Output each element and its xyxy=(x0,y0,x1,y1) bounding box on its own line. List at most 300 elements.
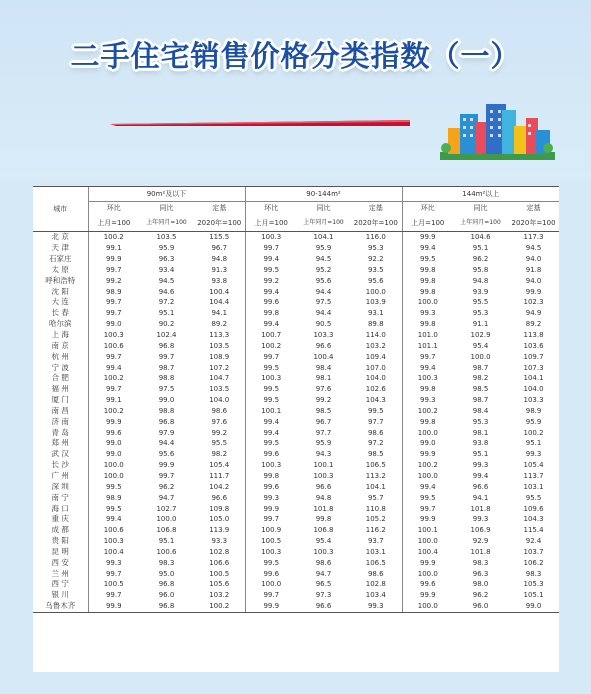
value-cell: 99.4 xyxy=(88,514,139,525)
value-cell: 109.8 xyxy=(209,504,230,513)
value-cell: 99.1 xyxy=(88,395,139,406)
value-cell: 94.6 xyxy=(158,287,175,296)
value-cell: 99.8 xyxy=(402,275,453,286)
value-cell: 113.7 xyxy=(523,471,544,480)
value-cell: 94.7 xyxy=(158,493,175,502)
value-cell: 97.7 xyxy=(315,428,332,437)
value-cell: 100.6 xyxy=(88,340,139,351)
city-cell: 哈尔滨 xyxy=(49,319,72,329)
sub-header-mom: 环比 xyxy=(245,202,297,215)
value-cell: 99.8 xyxy=(402,265,453,276)
city-cell: 兰 州 xyxy=(51,568,69,578)
value-cell: 95.1 xyxy=(472,244,489,253)
value-cell: 98.8 xyxy=(158,406,175,415)
value-cell: 99.7 xyxy=(245,590,297,601)
value-cell: 99.5 xyxy=(245,557,297,568)
value-cell: 99.4 xyxy=(472,471,489,480)
table-row xyxy=(33,330,559,341)
value-cell: 101.8 xyxy=(313,504,334,513)
value-cell: 93.5 xyxy=(367,265,384,274)
value-cell: 100.2 xyxy=(88,373,139,384)
value-cell: 97.6 xyxy=(315,385,332,394)
sub-header-yoy: 同比 xyxy=(316,204,331,212)
value-cell: 100.0 xyxy=(156,515,177,524)
value-cell: 99.7 xyxy=(245,351,297,362)
value-cell: 99.0 xyxy=(88,438,139,449)
value-cell: 99.7 xyxy=(88,351,139,362)
value-cell: 95.1 xyxy=(158,309,175,318)
value-cell: 100.0 xyxy=(402,568,453,579)
value-cell: 100.0 xyxy=(88,460,139,471)
value-cell: 113.9 xyxy=(209,526,230,535)
value-cell: 100.0 xyxy=(402,536,453,547)
value-cell: 99.3 xyxy=(350,601,402,612)
value-cell: 99.8 xyxy=(402,416,453,427)
value-cell: 114.0 xyxy=(365,331,386,340)
value-cell: 106.5 xyxy=(365,558,386,567)
value-cell: 110.8 xyxy=(365,504,386,513)
city-cell: 长 沙 xyxy=(51,460,69,470)
value-cell: 102.4 xyxy=(156,331,177,340)
value-cell: 113.8 xyxy=(523,331,544,340)
value-cell: 99.4 xyxy=(402,243,453,254)
city-cell: 南 京 xyxy=(51,340,69,350)
value-cell: 96.5 xyxy=(315,580,332,589)
city-header: 城市 xyxy=(33,187,88,232)
value-cell: 94.1 xyxy=(211,309,228,318)
city-cell: 南 宁 xyxy=(51,492,69,502)
value-cell: 99.5 xyxy=(402,492,453,503)
value-cell: 99.5 xyxy=(245,395,297,406)
value-cell: 100.7 xyxy=(245,330,297,341)
value-cell: 99.7 xyxy=(158,352,175,361)
value-cell: 96.7 xyxy=(211,244,228,253)
value-cell: 98.6 xyxy=(315,558,332,567)
value-cell: 95.9 xyxy=(158,244,175,253)
value-cell: 89.8 xyxy=(367,320,384,329)
city-cell: 成 都 xyxy=(51,525,69,535)
table-row xyxy=(33,536,559,547)
value-cell: 93.9 xyxy=(472,287,489,296)
value-cell: 100.3 xyxy=(88,330,139,341)
value-cell: 99.3 xyxy=(472,461,489,470)
table-row xyxy=(33,297,559,308)
value-cell: 98.5 xyxy=(367,450,384,459)
city-cell: 银 川 xyxy=(51,590,69,600)
sub-header-mom: 环比 xyxy=(402,202,453,215)
value-cell: 99.7 xyxy=(245,514,297,525)
table-row xyxy=(33,546,559,557)
value-cell: 99.9 xyxy=(525,287,542,296)
city-cell: 天 津 xyxy=(51,243,69,253)
value-cell: 99.5 xyxy=(245,438,297,449)
value-cell: 111.7 xyxy=(209,471,230,480)
base-header-yoy: 上年同月=100 xyxy=(297,214,350,232)
value-cell: 95.9 xyxy=(525,417,542,426)
value-cell: 92.4 xyxy=(525,537,542,546)
value-cell: 97.7 xyxy=(367,417,384,426)
value-cell: 117.3 xyxy=(523,233,544,242)
value-cell: 95.9 xyxy=(315,244,332,253)
value-cell: 95.5 xyxy=(211,439,228,448)
city-cell: 北 京 xyxy=(51,232,69,242)
value-cell: 100.3 xyxy=(402,373,453,384)
value-cell: 99.7 xyxy=(402,351,453,362)
value-cell: 94.9 xyxy=(525,309,542,318)
value-cell: 101.8 xyxy=(470,547,491,556)
value-cell: 99.6 xyxy=(245,297,297,308)
value-cell: 104.3 xyxy=(523,515,544,524)
city-cell: 太 原 xyxy=(51,264,69,274)
value-cell: 94.0 xyxy=(525,255,542,264)
value-cell: 99.4 xyxy=(245,286,297,297)
value-cell: 95.0 xyxy=(158,569,175,578)
value-cell: 104.6 xyxy=(470,233,491,242)
value-cell: 96.8 xyxy=(139,601,194,612)
city-cell: 厦 门 xyxy=(51,395,69,405)
value-cell: 98.6 xyxy=(367,428,384,437)
value-cell: 106.2 xyxy=(523,558,544,567)
value-cell: 96.8 xyxy=(158,417,175,426)
value-cell: 106.9 xyxy=(470,526,491,535)
value-cell: 95.7 xyxy=(367,493,384,502)
value-cell: 99.9 xyxy=(158,461,175,470)
value-cell: 96.0 xyxy=(158,591,175,600)
value-cell: 99.9 xyxy=(402,232,453,243)
value-cell: 105.6 xyxy=(209,580,230,589)
value-cell: 100.0 xyxy=(402,297,453,308)
value-cell: 99.2 xyxy=(211,428,228,437)
value-cell: 96.6 xyxy=(211,493,228,502)
value-cell: 102.8 xyxy=(209,547,230,556)
value-cell: 100.0 xyxy=(88,471,139,482)
city-cell: 上 海 xyxy=(51,330,69,340)
value-cell: 104.0 xyxy=(365,374,386,383)
value-cell: 106.5 xyxy=(365,461,386,470)
value-cell: 116.0 xyxy=(365,233,386,242)
value-cell: 100.2 xyxy=(88,406,139,417)
value-cell: 102.3 xyxy=(523,298,544,307)
value-cell: 96.2 xyxy=(158,482,175,491)
value-cell: 104.1 xyxy=(365,482,386,491)
city-cell: 长 春 xyxy=(51,308,69,318)
value-cell: 98.7 xyxy=(158,363,175,372)
price-index-table-panel xyxy=(33,186,559,672)
value-cell: 92.2 xyxy=(367,255,384,264)
value-cell: 90.2 xyxy=(158,320,175,329)
value-cell: 103.1 xyxy=(365,547,386,556)
value-cell: 100.2 xyxy=(402,460,453,471)
city-cell: 海 口 xyxy=(51,503,69,513)
base-header-yoy: 上年同月=100 xyxy=(453,214,508,232)
base-header-yoy: 上年同月=100 xyxy=(139,214,194,232)
value-cell: 104.1 xyxy=(523,374,544,383)
city-cell: 乌鲁木齐 xyxy=(33,601,88,612)
value-cell: 100.5 xyxy=(88,579,139,590)
value-cell: 103.1 xyxy=(523,482,544,491)
group-header-large: 144m²以上 xyxy=(402,187,559,202)
price-index-table xyxy=(33,186,559,613)
table-row xyxy=(33,406,559,417)
value-cell: 99.7 xyxy=(88,265,139,276)
value-cell: 99.9 xyxy=(402,557,453,568)
value-cell: 100.9 xyxy=(245,525,297,536)
value-cell: 100.5 xyxy=(209,569,230,578)
value-cell: 108.9 xyxy=(209,352,230,361)
city-cell: 昆 明 xyxy=(51,546,69,556)
value-cell: 97.2 xyxy=(158,298,175,307)
page-title: 二手住宅销售价格分类指数（一） xyxy=(70,39,521,73)
value-cell: 103.5 xyxy=(156,233,177,242)
table-row xyxy=(33,384,559,395)
value-cell: 105.1 xyxy=(523,591,544,600)
value-cell: 95.4 xyxy=(315,537,332,546)
value-cell: 101.8 xyxy=(470,504,491,513)
value-cell: 97.9 xyxy=(158,428,175,437)
value-cell: 97.3 xyxy=(315,591,332,600)
value-cell: 99.0 xyxy=(508,601,559,612)
table-row xyxy=(33,232,559,243)
city-cell: 西 宁 xyxy=(51,579,69,589)
value-cell: 100.2 xyxy=(523,428,544,437)
value-cell: 99.2 xyxy=(245,275,297,286)
value-cell: 113.3 xyxy=(209,331,230,340)
value-cell: 99.0 xyxy=(88,449,139,460)
value-cell: 116.2 xyxy=(365,526,386,535)
value-cell: 100.4 xyxy=(88,546,139,557)
value-cell: 94.4 xyxy=(315,287,332,296)
value-cell: 98.2 xyxy=(472,374,489,383)
value-cell: 99.4 xyxy=(245,416,297,427)
value-cell: 105.4 xyxy=(209,461,230,470)
value-cell: 94.4 xyxy=(315,309,332,318)
value-cell: 96.6 xyxy=(297,601,350,612)
value-cell: 96.2 xyxy=(472,591,489,600)
value-cell: 93.3 xyxy=(211,537,228,546)
table-row xyxy=(33,601,559,612)
base-header-mom: 上月=100 xyxy=(88,214,139,232)
value-cell: 99.5 xyxy=(367,406,384,415)
table-row xyxy=(33,308,559,319)
value-cell: 99.9 xyxy=(245,601,297,612)
value-cell: 102.6 xyxy=(365,385,386,394)
table-row xyxy=(33,373,559,384)
value-cell: 104.3 xyxy=(365,396,386,405)
city-cell: 西 安 xyxy=(51,557,69,567)
value-cell: 106.8 xyxy=(156,526,177,535)
value-cell: 94.5 xyxy=(315,255,332,264)
value-cell: 106.6 xyxy=(209,558,230,567)
value-cell: 99.3 xyxy=(525,450,542,459)
city-cell: 杭 州 xyxy=(51,351,69,361)
table-row xyxy=(33,438,559,449)
value-cell: 99.2 xyxy=(315,396,332,405)
sub-header-base: 定基 xyxy=(212,204,227,212)
value-cell: 103.4 xyxy=(365,591,386,600)
value-cell: 94.4 xyxy=(158,439,175,448)
value-cell: 98.9 xyxy=(88,286,139,297)
value-cell: 115.5 xyxy=(209,233,230,242)
value-cell: 104.7 xyxy=(209,374,230,383)
city-cell: 沈 阳 xyxy=(51,286,69,296)
value-cell: 99.7 xyxy=(88,590,139,601)
value-cell: 104.0 xyxy=(523,385,544,394)
city-cell: 宁 波 xyxy=(51,362,69,372)
table-row xyxy=(33,275,559,286)
value-cell: 100.2 xyxy=(402,406,453,417)
value-cell: 103.5 xyxy=(209,385,230,394)
city-cell: 南 昌 xyxy=(51,405,69,415)
table-row xyxy=(33,568,559,579)
city-cell: 重 庆 xyxy=(51,514,69,524)
value-cell: 98.6 xyxy=(367,569,384,578)
value-cell: 103.5 xyxy=(209,341,230,350)
value-cell: 98.2 xyxy=(211,450,228,459)
city-cell: 济 南 xyxy=(51,416,69,426)
value-cell: 89.2 xyxy=(211,320,228,329)
value-cell: 100.0 xyxy=(402,601,453,612)
value-cell: 100.3 xyxy=(88,536,139,547)
value-cell: 91.8 xyxy=(525,265,542,274)
value-cell: 97.6 xyxy=(211,417,228,426)
value-cell: 99.6 xyxy=(88,427,139,438)
value-cell: 115.4 xyxy=(523,526,544,535)
value-cell: 99.8 xyxy=(245,471,297,482)
value-cell: 96.8 xyxy=(158,341,175,350)
city-cell: 青 岛 xyxy=(51,427,69,437)
value-cell: 93.1 xyxy=(367,309,384,318)
value-cell: 100.4 xyxy=(209,287,230,296)
value-cell: 100.3 xyxy=(313,547,334,556)
value-cell: 101.0 xyxy=(402,330,453,341)
value-cell: 109.4 xyxy=(365,352,386,361)
table-row xyxy=(33,395,559,406)
value-cell: 95.2 xyxy=(315,265,332,274)
value-cell: 98.3 xyxy=(472,558,489,567)
value-cell: 100.0 xyxy=(470,352,491,361)
value-cell: 98.1 xyxy=(472,428,489,437)
value-cell: 93.4 xyxy=(158,265,175,274)
value-cell: 99.5 xyxy=(245,362,297,373)
value-cell: 100.3 xyxy=(313,471,334,480)
value-cell: 102.8 xyxy=(365,580,386,589)
table-row xyxy=(33,514,559,525)
table-row xyxy=(33,243,559,254)
base-header-base: 2020年=100 xyxy=(194,214,245,232)
value-cell: 100.6 xyxy=(156,547,177,556)
table-body xyxy=(33,232,559,613)
value-cell: 95.6 xyxy=(158,450,175,459)
value-cell: 99.0 xyxy=(158,396,175,405)
value-cell: 100.2 xyxy=(194,601,245,612)
sub-header-yoy: 同比 xyxy=(473,204,488,212)
value-cell: 99.3 xyxy=(472,515,489,524)
value-cell: 100.2 xyxy=(88,232,139,243)
value-cell: 96.7 xyxy=(315,417,332,426)
value-cell: 95.3 xyxy=(472,309,489,318)
value-cell: 91.1 xyxy=(472,320,489,329)
value-cell: 99.6 xyxy=(245,568,297,579)
value-cell: 96.2 xyxy=(472,255,489,264)
value-cell: 99.1 xyxy=(88,243,139,254)
value-cell: 94.5 xyxy=(525,244,542,253)
table-row xyxy=(33,416,559,427)
value-cell: 99.6 xyxy=(245,481,297,492)
value-cell: 99.5 xyxy=(88,503,139,514)
value-cell: 100.4 xyxy=(402,546,453,557)
value-cell: 99.9 xyxy=(88,416,139,427)
value-cell: 98.8 xyxy=(158,374,175,383)
value-cell: 98.7 xyxy=(472,363,489,372)
table-row xyxy=(33,351,559,362)
table-row xyxy=(33,449,559,460)
value-cell: 99.7 xyxy=(158,471,175,480)
value-cell: 105.0 xyxy=(209,515,230,524)
value-cell: 104.2 xyxy=(209,482,230,491)
value-cell: 93.8 xyxy=(472,439,489,448)
value-cell: 99.6 xyxy=(402,579,453,590)
table-row xyxy=(33,579,559,590)
value-cell: 100.6 xyxy=(88,525,139,536)
value-cell: 95.9 xyxy=(315,439,332,448)
city-cell: 广 州 xyxy=(51,470,69,480)
table-row xyxy=(33,340,559,351)
value-cell: 104.0 xyxy=(209,396,230,405)
sub-header-base: 定基 xyxy=(526,204,541,212)
value-cell: 105.4 xyxy=(523,461,544,470)
value-cell: 93.8 xyxy=(211,276,228,285)
value-cell: 103.9 xyxy=(365,298,386,307)
value-cell: 99.2 xyxy=(88,275,139,286)
table-row xyxy=(33,460,559,471)
value-cell: 97.5 xyxy=(158,385,175,394)
value-cell: 99.4 xyxy=(88,362,139,373)
value-cell: 97.2 xyxy=(367,439,384,448)
value-cell: 94.1 xyxy=(472,493,489,502)
value-cell: 95.6 xyxy=(315,276,332,285)
value-cell: 95.3 xyxy=(367,244,384,253)
value-cell: 113.2 xyxy=(365,471,386,480)
value-cell: 96.0 xyxy=(453,601,508,612)
value-cell: 99.0 xyxy=(88,319,139,330)
table-row xyxy=(33,492,559,503)
value-cell: 98.4 xyxy=(315,363,332,372)
table-row xyxy=(33,557,559,568)
value-cell: 95.6 xyxy=(367,276,384,285)
value-cell: 99.9 xyxy=(245,503,297,514)
table-row xyxy=(33,362,559,373)
base-header-base: 2020年=100 xyxy=(350,214,402,232)
value-cell: 99.5 xyxy=(245,265,297,276)
value-cell: 89.2 xyxy=(525,320,542,329)
table-row xyxy=(33,471,559,482)
value-cell: 99.7 xyxy=(245,243,297,254)
value-cell: 94.5 xyxy=(158,276,175,285)
value-cell: 100.4 xyxy=(313,352,334,361)
value-cell: 94.8 xyxy=(315,493,332,502)
value-cell: 105.3 xyxy=(523,580,544,589)
value-cell: 100.1 xyxy=(313,461,334,470)
value-cell: 98.4 xyxy=(472,406,489,415)
value-cell: 103.3 xyxy=(523,396,544,405)
value-cell: 95.3 xyxy=(472,417,489,426)
value-cell: 99.6 xyxy=(245,449,297,460)
value-cell: 96.6 xyxy=(472,482,489,491)
value-cell: 100.0 xyxy=(402,427,453,438)
value-cell: 99.4 xyxy=(245,319,297,330)
city-cell: 大 连 xyxy=(51,297,69,307)
value-cell: 101.1 xyxy=(402,340,453,351)
